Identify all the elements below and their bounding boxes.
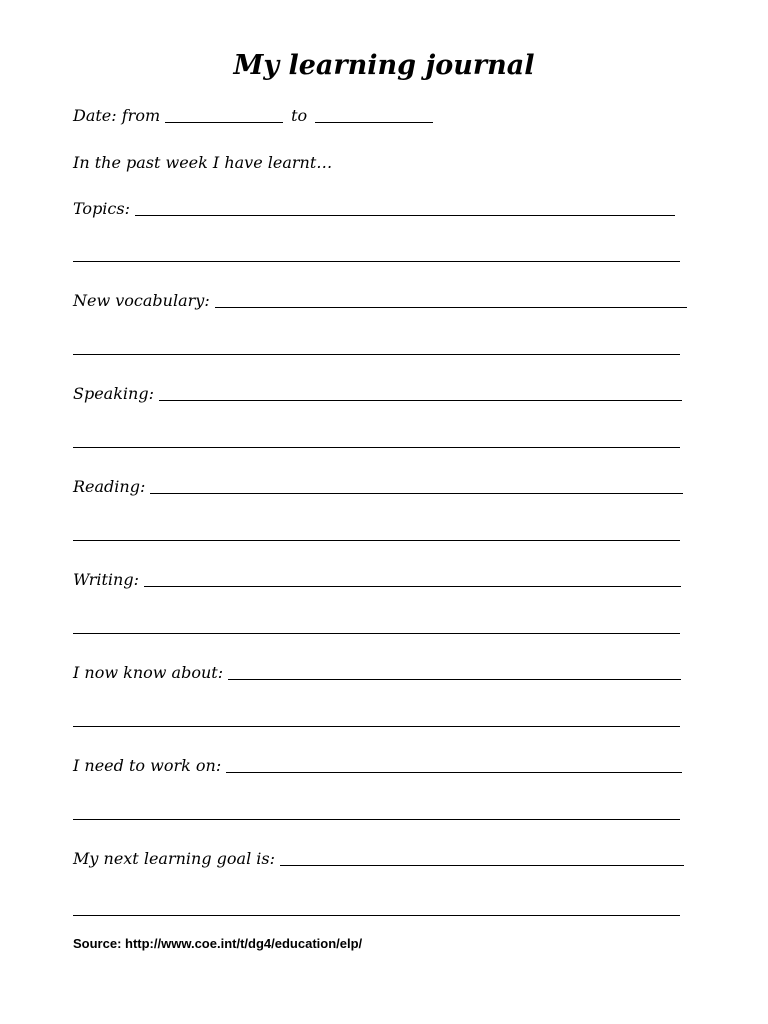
field-reading [73,471,683,497]
date-row [73,100,433,126]
page-title: My learning journal [233,50,535,81]
field-writing [73,564,681,590]
field-i-need-to-work-on [73,750,682,776]
continuation-row-writing [73,611,680,637]
field-line-speaking[interactable] [159,384,682,401]
field-line-writing[interactable] [144,570,681,587]
field-label-new-vocabulary: New vocabulary: [73,291,210,310]
date-from-label: Date: from [73,106,161,125]
continuation-row-topics [73,239,680,265]
field-topics [73,193,675,219]
field-line-topics[interactable] [135,199,675,216]
field-label-i-need-to-work-on: I need to work on: [73,756,222,775]
field-speaking [73,378,682,404]
continuation-row-i-need-to-work-on [73,797,680,823]
continuation-line-writing[interactable] [73,617,680,634]
continuation-row-my-next-learning-goal [73,893,680,919]
continuation-line-i-now-know-about[interactable] [73,710,680,727]
continuation-line-i-need-to-work-on[interactable] [73,803,680,820]
date-from-blank[interactable] [165,106,283,123]
field-label-i-now-know-about: I now know about: [73,663,224,682]
field-i-now-know-about [73,657,681,683]
field-label-writing: Writing: [73,570,139,589]
continuation-line-reading[interactable] [73,524,680,541]
continuation-row-reading [73,518,680,544]
continuation-line-my-next-learning-goal[interactable] [73,899,680,916]
field-new-vocabulary [73,285,687,311]
intro-row [73,147,332,173]
continuation-row-new-vocabulary [73,332,680,358]
field-line-i-now-know-about[interactable] [228,663,681,680]
field-label-my-next-learning-goal: My next learning goal is: [73,849,275,868]
field-line-reading[interactable] [150,477,683,494]
intro-text: In the past week I have learnt… [73,153,333,172]
continuation-line-new-vocabulary[interactable] [73,338,680,355]
date-to-blank[interactable] [315,106,433,123]
field-my-next-learning-goal [73,843,684,869]
field-line-i-need-to-work-on[interactable] [226,756,682,773]
source-citation: Source: http://www.coe.int/t/dg4/education/elp/ [73,936,363,951]
continuation-line-speaking[interactable] [73,431,680,448]
continuation-line-topics[interactable] [73,245,680,262]
field-line-my-next-learning-goal[interactable] [280,849,684,866]
field-label-topics: Topics: [73,199,130,218]
continuation-row-i-now-know-about [73,704,680,730]
field-line-new-vocabulary[interactable] [215,291,687,308]
continuation-row-speaking [73,425,680,451]
date-to-label: to [291,106,308,125]
field-label-reading: Reading: [73,477,146,496]
field-label-speaking: Speaking: [73,384,154,403]
